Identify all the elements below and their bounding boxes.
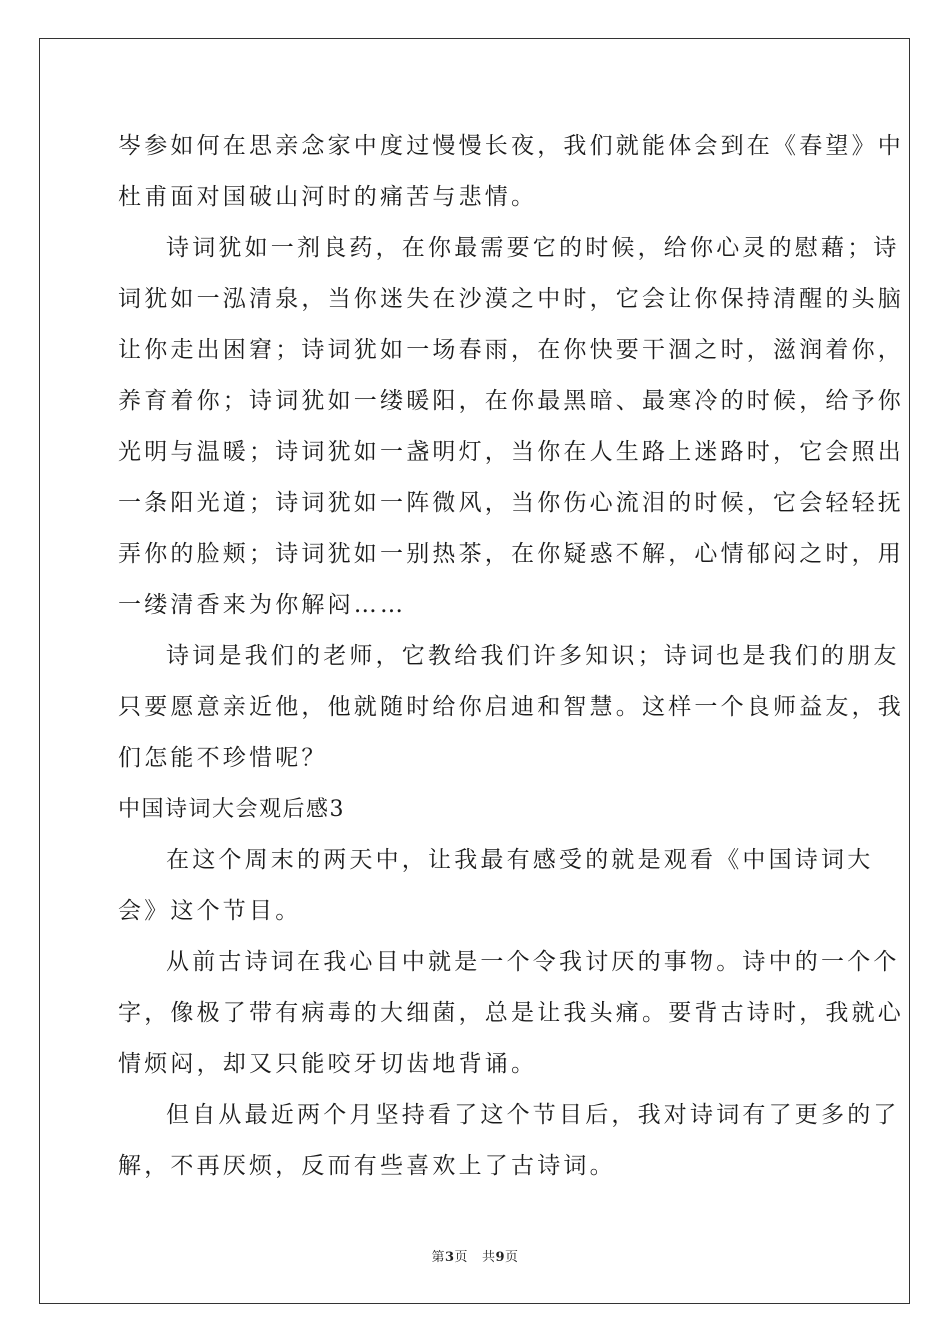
paragraph-start-line: 诗词犹如一剂良药，在你最需要它的时候，给你心灵的慰藉；诗: [166, 235, 900, 261]
paragraph-start-line: 但自从最近两个月坚持看了这个节目后，我对诗词有了更多的了: [166, 1102, 900, 1128]
text-line: 岑参如何在思亲念家中度过慢慢长夜，我们就能体会到在《春望》中: [118, 133, 904, 159]
page-number: 3: [444, 1250, 455, 1265]
text-line: 一缕清香来为你解闷……: [118, 592, 407, 618]
text-line: 让你走出困窘；诗词犹如一场春雨，在你快要干涸之时，滋润着你，: [118, 337, 904, 363]
paragraph-start-line: 从前古诗词在我心目中就是一个令我讨厌的事物。诗中的一个个: [166, 949, 900, 975]
text-line: 只要愿意亲近他，他就随时给你启迪和智慧。这样一个良师益友，我: [118, 694, 904, 720]
text-line: 一条阳光道；诗词犹如一阵微风，当你伤心流泪的时候，它会轻轻抚: [118, 490, 904, 516]
text-line: 养育着你；诗词犹如一缕暖阳，在你最黑暗、最寒冷的时候，给予你: [118, 388, 904, 414]
total-suffix: 页: [505, 1250, 519, 1265]
text-line: 情烦闷，却又只能咬牙切齿地背诵。: [118, 1051, 538, 1077]
text-line: 光明与温暖；诗词犹如一盏明灯，当你在人生路上迷路时，它会照出: [118, 439, 904, 465]
page-total: 9: [495, 1250, 506, 1265]
paragraph-start-line: 在这个周末的两天中，让我最有感受的就是观看《中国诗词大: [166, 847, 874, 873]
document-body: [118, 121, 904, 1192]
total-prefix: 共: [481, 1250, 496, 1265]
page-footer: [0, 1246, 950, 1265]
page-suffix: 页: [454, 1250, 469, 1265]
paragraph-start-line: 诗词是我们的老师，它教给我们许多知识；诗词也是我们的朋友: [166, 643, 900, 669]
text-line: 词犹如一泓清泉，当你迷失在沙漠之中时，它会让你保持清醒的头脑: [118, 286, 904, 312]
text-line: 会》这个节目。: [118, 898, 302, 924]
text-line: 杜甫面对国破山河时的痛苦与悲情。: [118, 184, 538, 210]
text-line: 们怎能不珍惜呢？: [118, 745, 328, 771]
text-line: 字，像极了带有病毒的大细菌，总是让我头痛。要背古诗时，我就心: [118, 1000, 904, 1026]
page-prefix: 第: [431, 1250, 445, 1265]
text-line: 弄你的脸颊；诗词犹如一别热茶，在你疑惑不解，心情郁闷之时，用: [118, 541, 904, 567]
section-heading: 中国诗词大会观后感3: [118, 797, 345, 822]
text-line: 解，不再厌烦，反而有些喜欢上了古诗词。: [118, 1153, 616, 1179]
